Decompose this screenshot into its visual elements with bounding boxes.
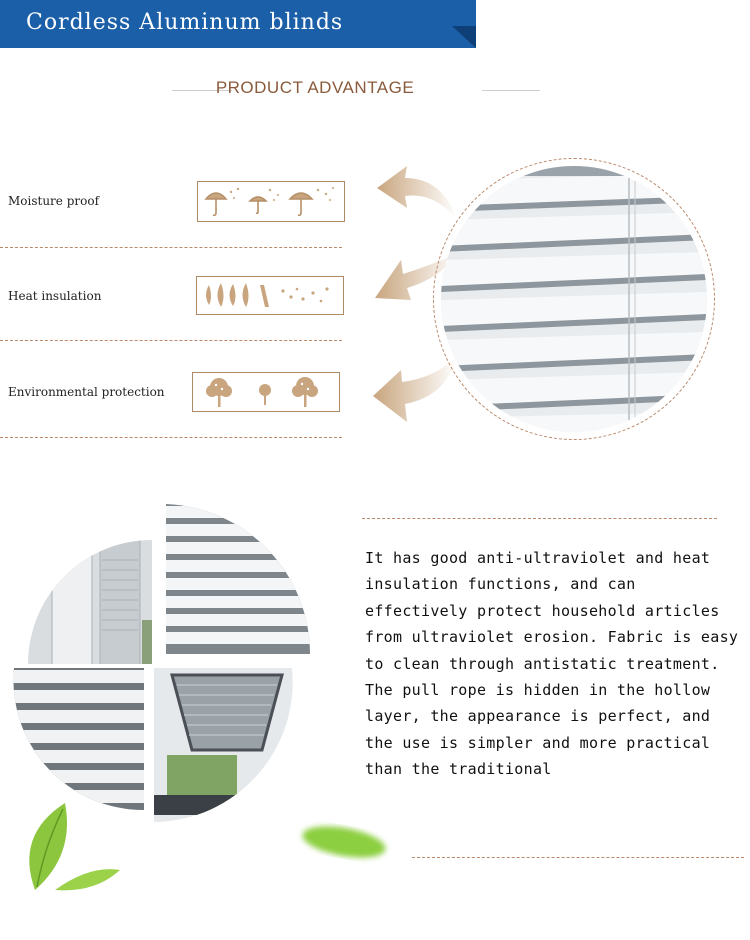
feature-label-environment: Environmental protection (8, 385, 165, 399)
arrow-icon (377, 166, 457, 220)
feature-icon-box-moisture (197, 181, 345, 222)
product-description: It has good anti-ultraviolet and heat insulation functions, and can effectively protect household articles from ultraviolet erosion. Fabric is easy to clean through antistatic treatment. The pull rope is hidden in the hollow layer, the appearance is perfect, and the use is simpler and more practical than the traditional (365, 549, 739, 779)
feature-label-heat: Heat insulation (8, 289, 102, 303)
divider-1 (0, 247, 342, 248)
feature-label-moisture: Moisture proof (8, 194, 100, 208)
heading-line-right (482, 90, 540, 91)
leaf-icon (15, 795, 125, 900)
umbrella-icon (198, 182, 344, 221)
tree-icon (193, 373, 339, 411)
blinds-collage-image (12, 500, 312, 825)
feature-icon-box-environment (192, 372, 340, 412)
divider-2 (0, 340, 342, 341)
blurred-leaf-icon (296, 818, 396, 868)
divider-3 (0, 437, 342, 438)
feature-icon-box-heat (196, 276, 344, 315)
section-heading: PRODUCT ADVANTAGE (215, 78, 415, 97)
blinds-closeup-image (441, 166, 707, 432)
arrow-icon (373, 356, 457, 422)
heat-wave-icon (197, 277, 343, 314)
banner-fold (452, 26, 476, 48)
desc-divider-top (362, 518, 717, 519)
desc-divider-bottom (412, 857, 744, 858)
page-title: Cordless Aluminum blinds (26, 10, 344, 35)
